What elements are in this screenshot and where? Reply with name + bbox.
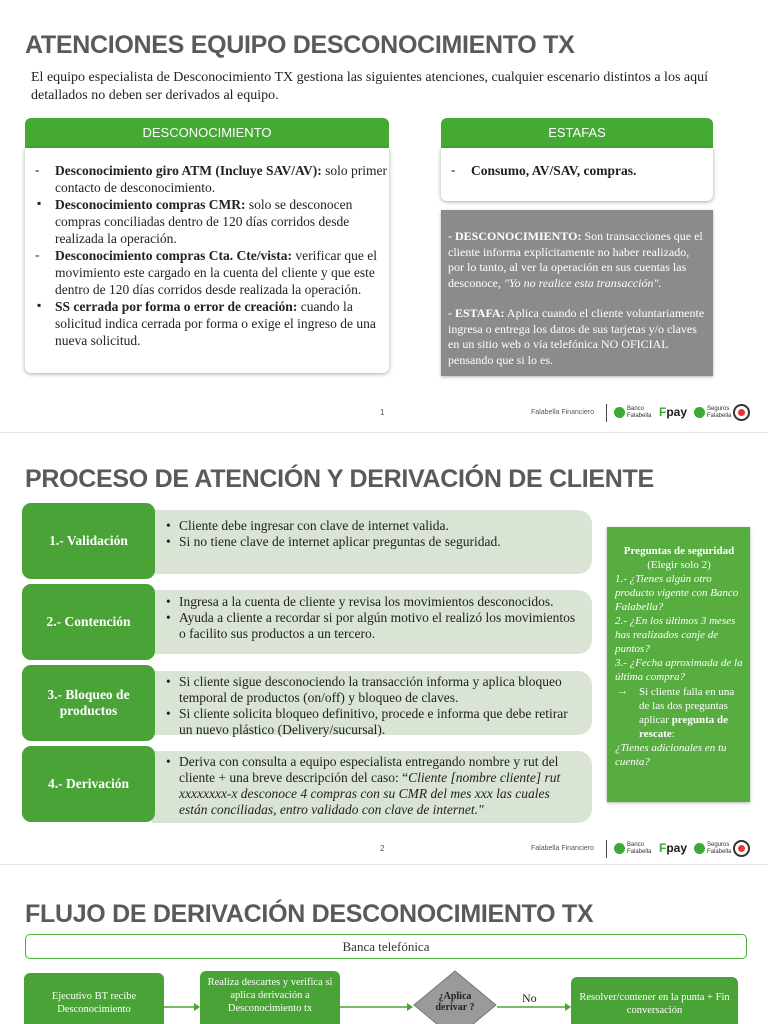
fpay-logo: Fpay bbox=[659, 841, 688, 855]
list-item: ▪ Desconocimiento compras CMR: solo se desconocen compras conciliadas dentro de 120 días corridos desde realizada la operación. bbox=[25, 196, 389, 247]
estafas-card bbox=[441, 148, 713, 201]
desconocimiento-header: DESCONOCIMIENTO bbox=[25, 118, 389, 148]
no-label: No bbox=[522, 991, 537, 1005]
step-4-description bbox=[152, 751, 592, 823]
list-item: • Ayuda a cliente a recordar si por algún motivo el realizó los movimientos o facilito sus productos a un tercero. bbox=[166, 610, 578, 642]
slide-title: FLUJO DE DERIVACIÓN DESCONOCIMIENTO TX bbox=[25, 900, 594, 928]
divider bbox=[606, 840, 607, 858]
security-questions-box bbox=[607, 527, 750, 802]
step-1-validacion: 1.- Validación bbox=[22, 503, 155, 579]
definition-estafa: - ESTAFA: Aplica cuando el cliente voluntariamente ingresa o entrega los datos de sus tarjetas y/o claves en un sitio web o vía telefónica NO OFICIAL pensando que si lo es. bbox=[448, 306, 705, 367]
brand-name: Falabella Financiero bbox=[531, 845, 595, 852]
brand-circle-logo bbox=[733, 404, 750, 421]
step-2-contencion: 2.- Contención bbox=[22, 584, 155, 660]
brand-name: Falabella Financiero bbox=[531, 409, 595, 416]
estafas-header: ESTAFAS bbox=[441, 118, 713, 148]
intro-text: El equipo especialista de Desconocimiento TX gestiona las siguientes atenciones, cualquier escenario distintos a los aquí detallados no deben ser derivados al equipo. bbox=[31, 70, 708, 103]
desconocimiento-card bbox=[25, 148, 389, 373]
page-number: 2 bbox=[380, 844, 385, 853]
flow-box-resolver: Resolver/contener en la punta + Fin conversación bbox=[571, 977, 738, 1024]
list-item: • Si no tiene clave de internet aplicar preguntas de seguridad. bbox=[166, 534, 578, 550]
rescue-question: ¿Tienes adicionales en tu cuenta? bbox=[615, 742, 727, 768]
flow-box-recibe: Ejecutivo BT recibe Desconocimiento bbox=[24, 973, 164, 1024]
slide-title: PROCESO DE ATENCIÓN Y DERIVACIÓN DE CLIENTE bbox=[25, 465, 654, 493]
slide-footer: 2 Falabella Financiero Banco Falabella Fpay Seguros Falabella bbox=[0, 839, 768, 861]
list-item: • Si cliente sigue desconociendo la transacción informa y aplica bloqueo temporal de productos (on/off) y bloqueo de claves. bbox=[166, 674, 578, 706]
list-item: - Desconocimiento giro ATM (Incluye SAV/AV): solo primer contacto de desconocimiento. bbox=[25, 162, 389, 196]
security-title: Preguntas de seguridad bbox=[623, 545, 735, 557]
step-3-description bbox=[152, 671, 592, 735]
fpay-logo: Fpay bbox=[659, 405, 688, 419]
banca-telefonica-lane: Banca telefónica bbox=[25, 934, 747, 959]
rescue-instruction: → Si cliente falla en una de las dos preguntas aplicar pregunta de rescate: bbox=[617, 685, 735, 740]
security-question-3: 3.- ¿Fecha aproximada de la última compra? bbox=[615, 657, 743, 683]
step-4-derivacion: 4.- Derivación bbox=[22, 746, 155, 822]
page-number: 1 bbox=[380, 408, 385, 417]
brand-circle-logo bbox=[733, 840, 750, 857]
security-question-2: 2.- ¿En los últimos 3 meses has realizados canje de puntos? bbox=[615, 615, 736, 655]
slide-proceso bbox=[0, 432, 768, 864]
definition-desconocimiento: - DESCONOCIMIENTO: Son transacciones que el cliente informa explícitamente no haber realizado, por lo tanto, al ver la operación en sus cuentas las desconoce, "Yo no realice esta transacción". bbox=[448, 229, 703, 290]
slide-footer: 1 Falabella Financiero Banco Falabella Fpay Seguros Falabella bbox=[0, 403, 768, 425]
list-item: • Si cliente solicita bloqueo definitivo, procede e informa que debe retirar un nuevo plástico (Delivery/sucursal). bbox=[166, 706, 578, 738]
security-subtitle: (Elegir solo 2) bbox=[647, 559, 711, 571]
definitions-box bbox=[441, 210, 713, 376]
step-1-description bbox=[152, 510, 592, 574]
divider bbox=[606, 404, 607, 422]
list-item: • Deriva con consulta a equipo especialista entregando nombre y rut del cliente + una breve descripción del caso: “Cliente [nombre cliente] rut xxxxxxxx-x desconoce 4 compras con su CMR del mes xxx las cuales están conciliadas, entro validado con clave de internet." bbox=[166, 754, 578, 818]
list-item: • Ingresa a la cuenta de cliente y revisa los movimientos desconocidos. bbox=[166, 594, 578, 610]
list-item: - Desconocimiento compras Cta. Cte/vista: verificar que el movimiento este cargado en la cuenta del cliente y que este dentro de 120 días corridos desde realizada la operación. bbox=[25, 247, 389, 298]
arrow-right-icon: → bbox=[617, 685, 628, 697]
slide-atenciones bbox=[0, 0, 768, 432]
list-item: • Cliente debe ingresar con clave de internet valida. bbox=[166, 518, 578, 534]
decision-text: ¿Aplica derivar ? bbox=[435, 991, 475, 1013]
desconocimiento-list bbox=[25, 162, 389, 349]
slide-title: ATENCIONES EQUIPO DESCONOCIMIENTO TX bbox=[25, 31, 575, 59]
flow-box-descartes: Realiza descartes y verifica si aplica derivación a Desconocimiento tx bbox=[200, 971, 340, 1024]
step-3-bloqueo: 3.- Bloqueo de productos bbox=[22, 665, 155, 741]
step-2-description bbox=[152, 590, 592, 654]
security-question-1: 1.- ¿Tienes algún otro producto vigente con Banco Falabella? bbox=[615, 573, 739, 613]
list-item: - Consumo, AV/SAV, compras. bbox=[441, 162, 713, 179]
list-item: ▪ SS cerrada por forma o error de creación: cuando la solicitud indica cerrada por forma o exige el ingreso de una nueva solicitud. bbox=[25, 298, 389, 349]
